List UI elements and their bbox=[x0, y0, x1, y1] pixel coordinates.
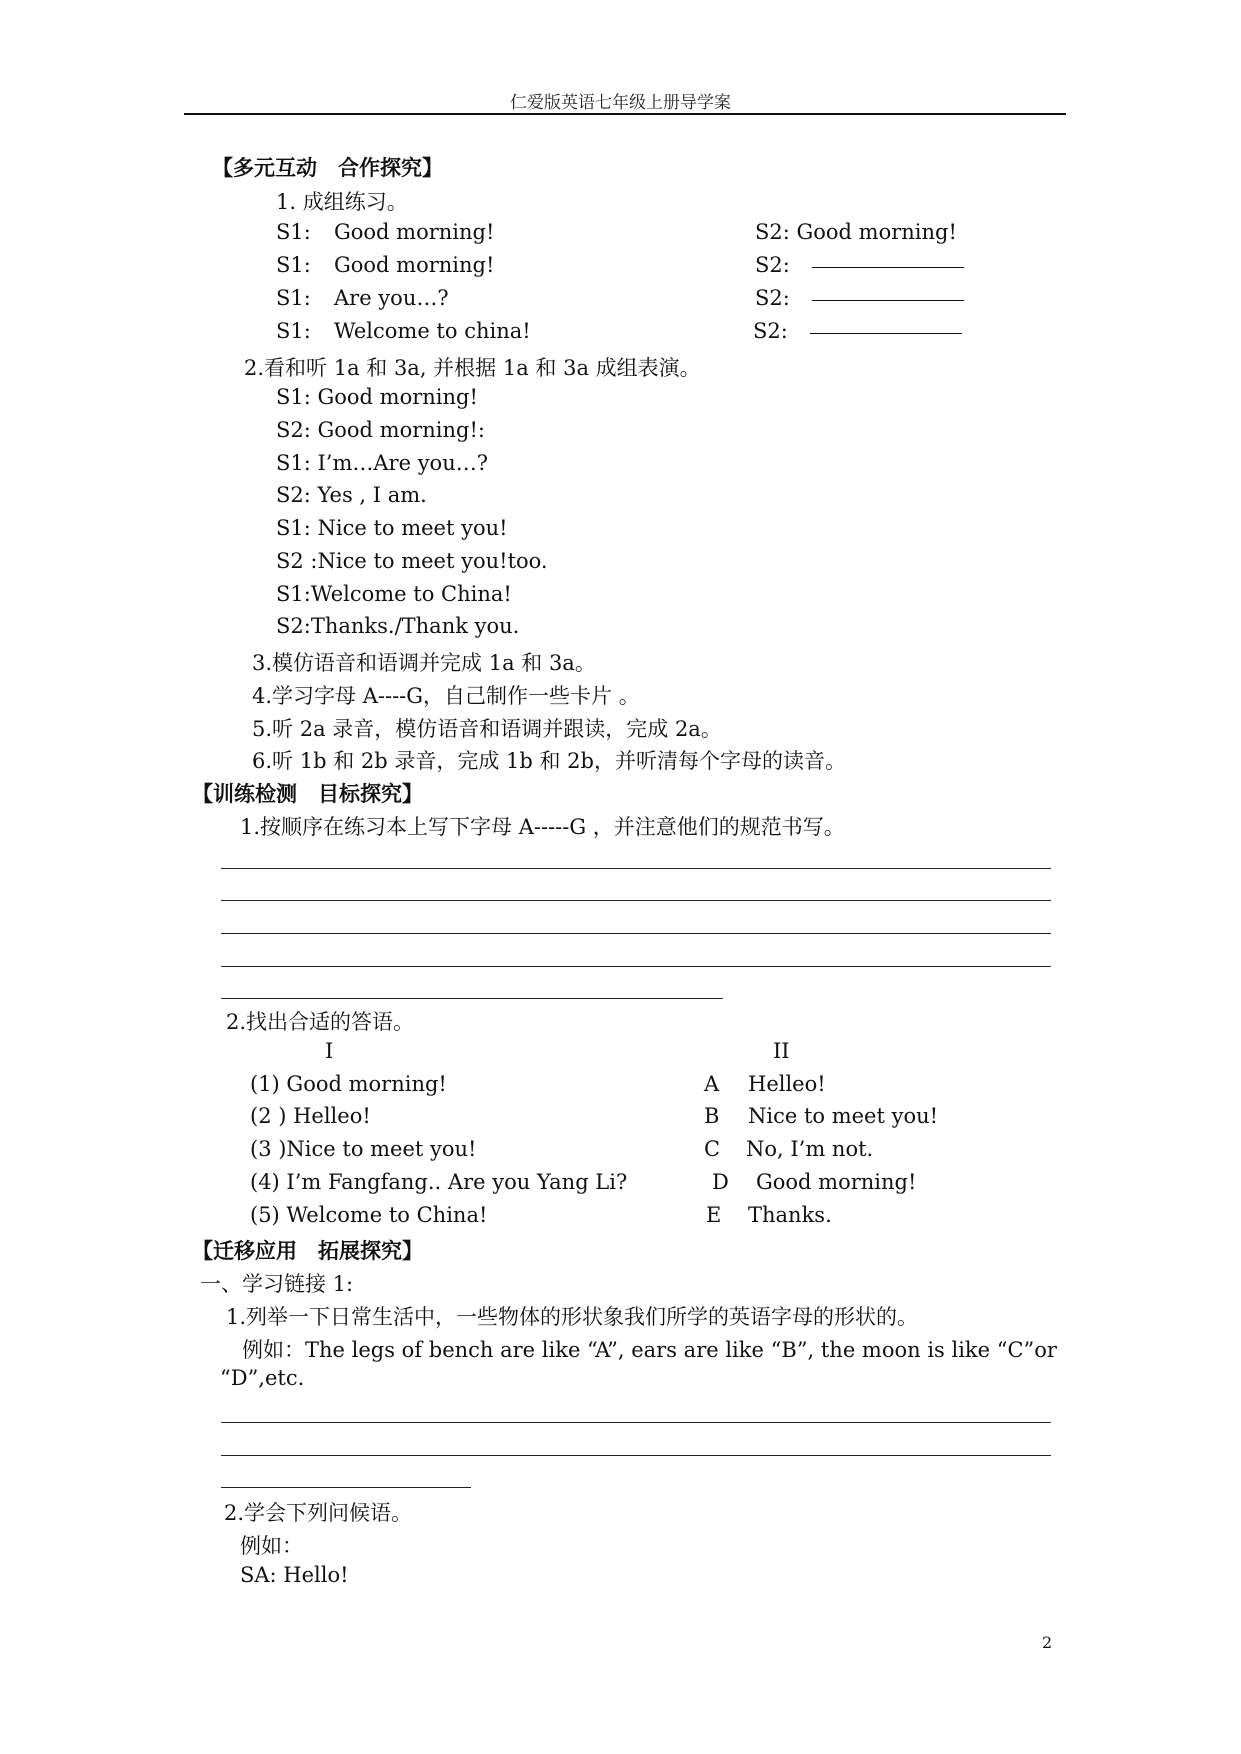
example-line-2: “D”,etc. bbox=[220, 1366, 305, 1390]
practice-row3-s1-label: S1: bbox=[276, 286, 311, 310]
section1-item5: 5.听 2a 录音，模仿语音和语调并跟读，完成 2a。 bbox=[252, 717, 722, 741]
practice-row4-s1-label: S1: bbox=[276, 319, 311, 343]
dialogue-line: S2: Yes , I am. bbox=[276, 483, 427, 507]
column-header-ii: II bbox=[773, 1039, 790, 1063]
section3-item2: 2.学会下列问候语。 bbox=[224, 1501, 413, 1525]
writing-line[interactable] bbox=[221, 1487, 471, 1488]
writing-line[interactable] bbox=[221, 868, 1051, 869]
example-label: 例如： bbox=[240, 1534, 303, 1558]
writing-line[interactable] bbox=[221, 900, 1051, 901]
writing-line[interactable] bbox=[221, 1422, 1051, 1423]
match-right-text: Good morning! bbox=[756, 1170, 917, 1194]
sa-line: SA: Hello! bbox=[240, 1563, 349, 1587]
dialogue-line: S1: Good morning! bbox=[276, 385, 478, 409]
match-right-letter: A bbox=[704, 1072, 720, 1096]
dialogue-line: S2: Good morning!: bbox=[276, 418, 485, 442]
match-left-item: (3 )Nice to meet you! bbox=[250, 1137, 477, 1161]
practice-row3-s2-label: S2: bbox=[755, 286, 790, 310]
match-left-item: (5) Welcome to China! bbox=[250, 1203, 488, 1227]
answer-blank-row4[interactable] bbox=[810, 333, 962, 334]
column-header-i: I bbox=[325, 1039, 334, 1063]
section1-item6: 6.听 1b 和 2b 录音，完成 1b 和 2b，并听清每个字母的读音。 bbox=[252, 749, 846, 773]
practice-row4-s2-label: S2: bbox=[753, 319, 788, 343]
learning-link-1: 一、学习链接 1: bbox=[200, 1272, 354, 1296]
match-left-item: (4) I’m Fangfang.. Are you Yang Li? bbox=[250, 1170, 628, 1194]
practice-row1-s2-text: S2: Good morning! bbox=[755, 220, 957, 244]
practice-row2-s2-label: S2: bbox=[755, 253, 790, 277]
match-right-letter: E bbox=[706, 1203, 722, 1227]
section1-heading: 【多元互动 合作探究】 bbox=[212, 156, 443, 180]
page-header-title: 仁爱版英语七年级上册导学案 bbox=[510, 93, 731, 113]
match-right-letter: C bbox=[704, 1137, 721, 1161]
match-right-text: Thanks. bbox=[748, 1203, 832, 1227]
section1-item1-title: 1. 成组练习。 bbox=[276, 190, 408, 214]
section1-item3: 3.模仿语音和语调并完成 1a 和 3a。 bbox=[252, 651, 596, 675]
dialogue-line: S1: Nice to meet you! bbox=[276, 516, 508, 540]
practice-row2-s1-label: S1: bbox=[276, 253, 311, 277]
header-rule bbox=[184, 113, 1066, 115]
match-left-item: (2 ) Helleo! bbox=[250, 1104, 371, 1128]
writing-line[interactable] bbox=[221, 933, 1051, 934]
practice-row4-s1-text: Welcome to china! bbox=[334, 319, 531, 343]
example-line-1: 例如：The legs of bench are like “A”, ears are like “B”, the moon is like “C”or bbox=[242, 1338, 1057, 1362]
match-right-text: No, I’m not. bbox=[746, 1137, 874, 1161]
section2-heading: 【训练检测 目标探究】 bbox=[192, 782, 423, 806]
writing-line[interactable] bbox=[221, 1455, 1051, 1456]
practice-row2-s1-text: Good morning! bbox=[334, 253, 495, 277]
page-number: 2 bbox=[1042, 1633, 1053, 1652]
section3-item1: 1.列举一下日常生活中，一些物体的形状象我们所学的英语字母的形状的。 bbox=[226, 1305, 919, 1329]
dialogue-line: S2 :Nice to meet you!too. bbox=[276, 549, 548, 573]
match-right-letter: B bbox=[704, 1104, 720, 1128]
section1-item2-title: 2.看和听 1a 和 3a, 并根据 1a 和 3a 成组表演。 bbox=[244, 356, 701, 380]
answer-blank-row3[interactable] bbox=[812, 300, 964, 301]
dialogue-line: S1:Welcome to China! bbox=[276, 582, 512, 606]
writing-line[interactable] bbox=[221, 998, 723, 999]
section2-item1: 1.按顺序在练习本上写下字母 A-----G ，并注意他们的规范书写。 bbox=[240, 815, 845, 839]
section1-item4: 4.学习字母 A----G，自己制作一些卡片 。 bbox=[252, 684, 640, 708]
match-right-text: Nice to meet you! bbox=[748, 1104, 939, 1128]
match-right-text: Helleo! bbox=[748, 1072, 826, 1096]
answer-blank-row2[interactable] bbox=[812, 267, 964, 268]
writing-line[interactable] bbox=[221, 966, 1051, 967]
match-right-letter: D bbox=[712, 1170, 729, 1194]
practice-row3-s1-text: Are you…? bbox=[334, 286, 449, 310]
practice-row1-s1-label: S1: bbox=[276, 220, 311, 244]
practice-row1-s1-text: Good morning! bbox=[334, 220, 495, 244]
dialogue-line: S2:Thanks./Thank you. bbox=[276, 614, 520, 638]
dialogue-line: S1: I’m…Are you…? bbox=[276, 451, 488, 475]
match-left-item: (1) Good morning! bbox=[250, 1072, 447, 1096]
section2-item2-title: 2.找出合适的答语。 bbox=[226, 1010, 415, 1034]
section3-heading: 【迁移应用 拓展探究】 bbox=[192, 1239, 423, 1263]
